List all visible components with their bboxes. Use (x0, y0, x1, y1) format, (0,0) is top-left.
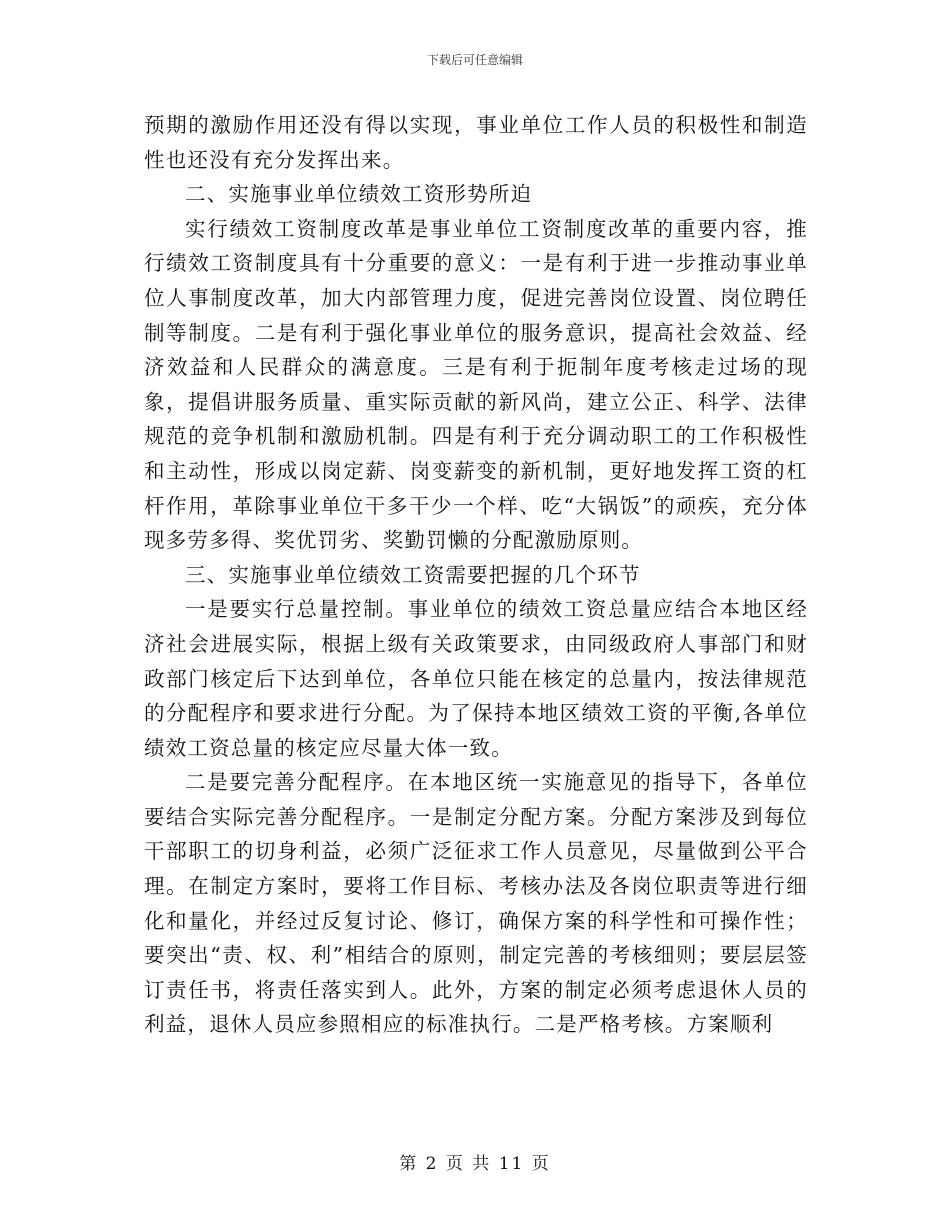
paragraph-continuation: 预期的激励作用还没有得以实现，事业单位工作人员的积极性和制造性也还没有充分发挥出来。 (144, 113, 808, 172)
paragraph-significance: 实行绩效工资制度改革是事业单位工资制度改革的重要内容，推行绩效工资制度具有十分重要的意义：一是有利于进一步推动事业单位人事制度改革，加大内部管理力度，促进完善岗位设置、岗位聘任制等制度。二是有利于强化事业单位的服务意识，提高社会效益、经济效益和人民群众的满意度。三是有利于扼制年度考核走过场的现象，提倡讲服务质量、重实际贡献的新风尚，建立公正、科学、法律规范的竞争机制和激励机制。四是有利于充分调动职工的工作积极性和主动性，形成以岗定薪、岗变薪变的新机制，更好地发挥工资的杠杆作用，革除事业单位干多干少一个样、吃“大锅饭”的顽疾，充分体现多劳多得、奖优罚劣、奖勤罚懒的分配激励原则。 (144, 216, 808, 553)
paragraph-total-control: 一是要实行总量控制。事业单位的绩效工资总量应结合本地区经济社会进展实际，根据上级有关政策要求，由同级政府人事部门和财政部门核定后下达到单位，各单位只能在核定的总量内，按法律规范的分配程序和要求进行分配。为了保持本地区绩效工资的平衡,各单位绩效工资总量的核定应尽量大体一致。 (144, 597, 808, 760)
section-heading-3: 三、实施事业单位绩效工资需要把握的几个环节 (185, 562, 641, 587)
page-header-note: 下载后可任意编辑 (426, 53, 523, 67)
page-number: 第 2 页 共 11 页 (399, 1154, 551, 1174)
section-heading-2: 二、实施事业单位绩效工资形势所迫 (185, 182, 533, 207)
paragraph-distribution-procedure: 二是要完善分配程序。在本地区统一实施意见的指导下，各单位要结合实际完善分配程序。一是制定分配方案。分配方案涉及到每位干部职工的切身利益，必须广泛征求工作人员意见，尽量做到公平合理。在制定方案时，要将工作目标、考核办法及各岗位职责等进行细化和量化，并经过反复讨论、修订，确保方案的科学性和可操作性；要突出“责、权、利”相结合的原则，制定完善的考核细则；要层层签订责任书，将责任落实到人。此外，方案的制定必须考虑退休人员的利益，退休人员应参照相应的标准执行。二是严格考核。方案顺利 (144, 770, 808, 1037)
document-body (144, 108, 808, 1042)
